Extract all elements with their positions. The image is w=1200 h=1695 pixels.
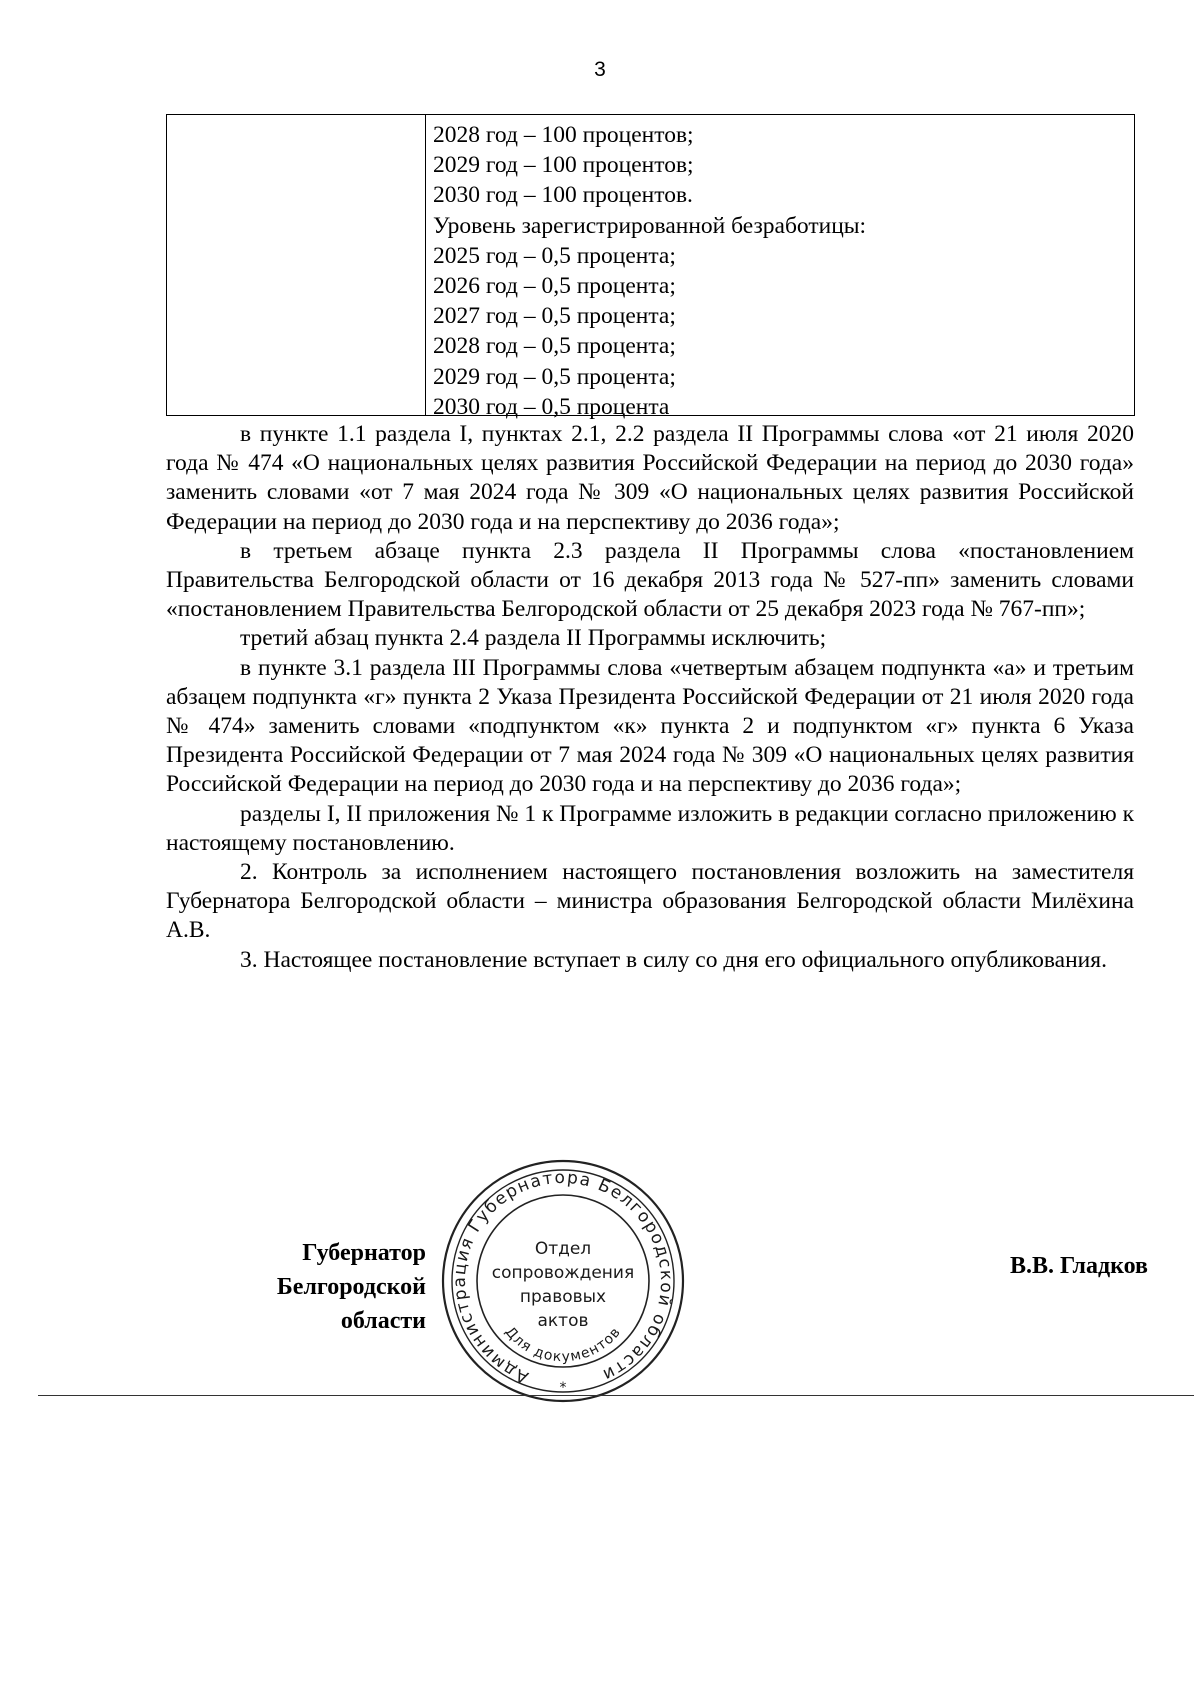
table-right-cell: [433, 120, 866, 422]
stamp-outer-text: Администрация Губернатора Белгородской области: [449, 1167, 677, 1388]
stamp-inner-line: актов: [537, 1311, 589, 1331]
paragraph: в пункте 3.1 раздела III Программы слова «четвертым абзацем подпункта «а» и третьим абзацем подпункта «г» пункта 2 Указа Президента Российской Федерации от 21 июля 2020 года № 474» заменить словами «подпунктом «к» пункта 2 и подпунктом «г» пункта 6 Указа Президента Российской Федерации от 7 мая 2024 года № 309 «О национальных целях развития Российской Федерации на период до 2030 года и на перспективу до 2036 года»;: [166, 654, 1134, 798]
paragraph: в третьем абзаце пункта 2.3 раздела II Программы слова «постановлением Правительства Белгородской области от 16 декабря 2013 года № 527-пп» заменить словами «постановлением Правительства Белгородской области от 25 декабря 2023 года № 767-пп»;: [166, 537, 1134, 623]
stamp-bottom-text: Для документов: [501, 1323, 625, 1366]
table-column-divider: [425, 115, 426, 415]
table-line: 2027 год – 0,5 процента;: [433, 303, 676, 330]
stamp-inner-line: правовых: [519, 1287, 607, 1307]
stamp-star: *: [559, 1380, 567, 1396]
table-line: 2029 год – 100 процентов;: [433, 152, 694, 179]
indicator-table: [166, 114, 1135, 420]
paragraph: 3. Настоящее постановление вступает в силу со дня его официального опубликования.: [240, 946, 1107, 973]
bottom-rule: [38, 1395, 1194, 1396]
table-line: 2030 год – 0,5 процента: [433, 393, 670, 420]
signatory-title-line: Губернатор: [302, 1240, 426, 1266]
table-line: 2026 год – 0,5 процента;: [433, 273, 676, 300]
signatory-name: В.В. Гладков: [1009, 1253, 1148, 1279]
stamp-inner-line: сопровождения: [491, 1263, 635, 1283]
table-line: 2028 год – 100 процентов;: [433, 122, 694, 148]
paragraph: в пункте 1.1 раздела I, пунктах 2.1, 2.2 раздела II Программы слова «от 21 июля 2020 года № 474 «О национальных целях развития Российской Федерации на период до 2030 года» заменить словами «от 7 мая 2024 года № 309 «О национальных целях развития Российской Федерации на период до 2030 года и на перспективу до 2036 года»;: [166, 421, 1134, 535]
paragraph: 2. Контроль за исполнением настоящего постановления возложить на заместителя Губернатора Белгородской области – министра образования Белгородской области Милёхина А.В.: [166, 859, 1134, 944]
document-body: [166, 420, 1134, 975]
signatory-title-line: Белгородской области: [276, 1274, 426, 1334]
table-line: 2029 год – 0,5 процента;: [433, 363, 676, 390]
stamp-inner-line: Отдел: [534, 1239, 592, 1259]
stamp-seal: [438, 1156, 688, 1406]
signatory-title: [196, 1236, 426, 1338]
table-line: 2025 год – 0,5 процента;: [433, 242, 676, 269]
table-line: 2030 год – 100 процентов.: [433, 182, 693, 209]
official-stamp: [438, 1156, 688, 1406]
page-number: 3: [594, 58, 606, 81]
paragraph: третий абзац пункта 2.4 раздела II Программы исключить;: [240, 625, 827, 652]
table-line: Уровень зарегистрированной безработицы:: [433, 212, 867, 239]
paragraph: разделы I, II приложения № 1 к Программе изложить в редакции согласно приложению к настоящему постановлению.: [166, 800, 1134, 856]
table-line: 2028 год – 0,5 процента;: [433, 333, 676, 360]
